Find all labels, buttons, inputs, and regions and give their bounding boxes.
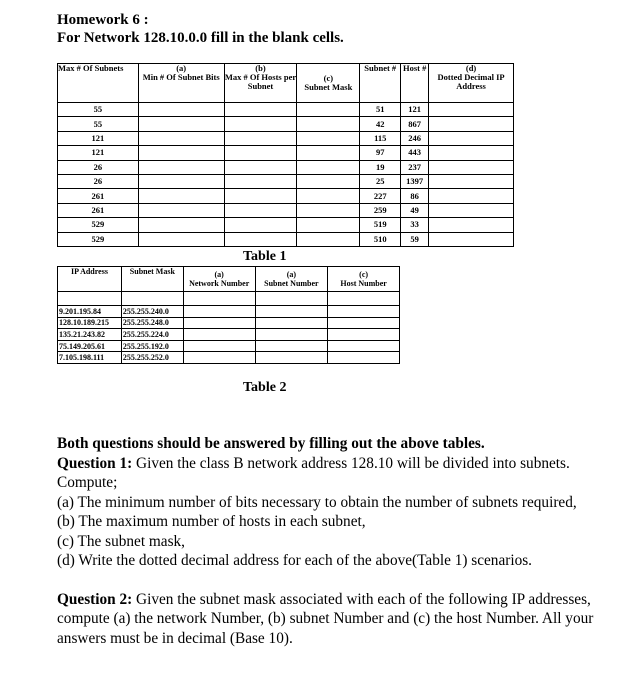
network-number-cell[interactable] <box>183 306 255 318</box>
subnet-number-cell: 510 <box>360 232 401 246</box>
blank-cell[interactable] <box>328 292 400 306</box>
subnet-mask-cell[interactable] <box>297 103 360 117</box>
table2-header-cell: (c) Host Number <box>328 267 400 292</box>
subnet-mask-cell[interactable] <box>297 146 360 160</box>
question-2-text: Given the subnet mask associated with each of the following IP addresses, compute (a) the network Number, (b) subnet Number and (c) the host Number. All your answers must be in decimal (Base 10). <box>57 590 594 647</box>
subnet-mask-cell[interactable] <box>297 131 360 145</box>
table-row <box>58 103 514 117</box>
question-1-item: (b) The maximum number of hosts in each subnet, <box>57 513 366 530</box>
page-title: Homework 6 : <box>57 12 149 28</box>
host-number-cell: 237 <box>401 160 429 174</box>
dotted-decimal-cell[interactable] <box>429 189 514 203</box>
table2-caption: Table 2 <box>243 380 287 395</box>
table1-header-cell: (d) Dotted Decimal IP Address <box>429 64 514 103</box>
table-row <box>58 317 400 329</box>
dotted-decimal-cell[interactable] <box>429 103 514 117</box>
table1-header-cell: (a) Min # Of Subnet Bits <box>138 64 224 103</box>
subnet-number-cell: 115 <box>360 131 401 145</box>
min-subnet-bits-cell[interactable] <box>138 146 224 160</box>
min-subnet-bits-cell[interactable] <box>138 232 224 246</box>
subnet-number-cell: 227 <box>360 189 401 203</box>
instructions-intro: Both questions should be answered by filling out the above tables. <box>57 435 485 452</box>
blank-cell[interactable] <box>58 292 122 306</box>
max-subnets-cell: 261 <box>58 189 139 203</box>
table1-header-cell: Subnet # <box>360 64 401 103</box>
max-hosts-cell[interactable] <box>224 103 297 117</box>
page-subtitle: For Network 128.10.0.0 fill in the blank cells. <box>57 30 344 46</box>
subnet-mask-cell: 255.255.240.0 <box>121 306 183 318</box>
subnet-number-cell[interactable] <box>255 340 328 352</box>
subnet-mask-cell: 255.255.224.0 <box>121 329 183 341</box>
question-1-item: (d) Write the dotted decimal address for each of the above(Table 1) scenarios. <box>57 552 533 569</box>
table-row <box>58 232 514 246</box>
subnet-number-cell: 259 <box>360 203 401 217</box>
min-subnet-bits-cell[interactable] <box>138 117 224 131</box>
ip-table <box>57 266 400 364</box>
host-number-cell: 121 <box>401 103 429 117</box>
network-number-cell[interactable] <box>183 352 255 364</box>
host-number-cell: 59 <box>401 232 429 246</box>
table2-blank-row <box>58 292 400 306</box>
max-subnets-cell: 121 <box>58 146 139 160</box>
blank-cell[interactable] <box>121 292 183 306</box>
max-subnets-cell: 55 <box>58 117 139 131</box>
table-row <box>58 218 514 232</box>
max-subnets-cell: 121 <box>58 131 139 145</box>
host-number-cell: 867 <box>401 117 429 131</box>
max-subnets-cell: 26 <box>58 160 139 174</box>
min-subnet-bits-cell[interactable] <box>138 203 224 217</box>
max-subnets-cell: 261 <box>58 203 139 217</box>
max-hosts-cell[interactable] <box>224 203 297 217</box>
max-hosts-cell[interactable] <box>224 218 297 232</box>
question-1 <box>57 454 617 493</box>
subnet-number-cell[interactable] <box>255 352 328 364</box>
network-number-cell[interactable] <box>183 329 255 341</box>
question-1-label: Question 1: <box>57 454 133 472</box>
subnet-mask-cell[interactable] <box>297 174 360 188</box>
subnet-mask-cell[interactable] <box>297 117 360 131</box>
table-row <box>58 131 514 145</box>
table2-header-cell: IP Address <box>58 267 122 292</box>
subnet-mask-cell: 255.255.192.0 <box>121 340 183 352</box>
table1-header-cell: (c) Subnet Mask <box>297 64 360 103</box>
table-row <box>58 352 400 364</box>
blank-cell[interactable] <box>183 292 255 306</box>
host-number-cell: 246 <box>401 131 429 145</box>
min-subnet-bits-cell[interactable] <box>138 131 224 145</box>
min-subnet-bits-cell[interactable] <box>138 103 224 117</box>
blank-cell[interactable] <box>255 292 328 306</box>
subnet-table <box>57 63 514 247</box>
table1-caption: Table 1 <box>243 249 287 264</box>
table1-header-row <box>58 64 514 103</box>
ip-address-cell: 128.10.189.215 <box>58 317 122 329</box>
subnet-number-cell[interactable] <box>255 317 328 329</box>
subnet-number-cell: 519 <box>360 218 401 232</box>
max-hosts-cell[interactable] <box>224 189 297 203</box>
subnet-mask-cell: 255.255.248.0 <box>121 317 183 329</box>
table2-header-cell: (a) Subnet Number <box>255 267 328 292</box>
network-number-cell[interactable] <box>183 317 255 329</box>
table-row <box>58 146 514 160</box>
table1-header-cell: Host # <box>401 64 429 103</box>
table2-header-row <box>58 267 400 292</box>
dotted-decimal-cell[interactable] <box>429 203 514 217</box>
question-2 <box>57 590 617 649</box>
ip-address-cell: 135.21.243.82 <box>58 329 122 341</box>
subnet-number-cell: 97 <box>360 146 401 160</box>
host-number-cell: 33 <box>401 218 429 232</box>
host-number-cell: 1397 <box>401 174 429 188</box>
dotted-decimal-cell[interactable] <box>429 131 514 145</box>
host-number-cell: 86 <box>401 189 429 203</box>
instructions <box>57 434 617 648</box>
host-number-cell[interactable] <box>328 306 400 318</box>
ip-address-cell: 75.149.205.61 <box>58 340 122 352</box>
table-row <box>58 117 514 131</box>
ip-address-cell: 7.105.198.111 <box>58 352 122 364</box>
max-subnets-cell: 55 <box>58 103 139 117</box>
subnet-number-cell: 42 <box>360 117 401 131</box>
subnet-number-cell: 51 <box>360 103 401 117</box>
min-subnet-bits-cell[interactable] <box>138 189 224 203</box>
table-row <box>58 203 514 217</box>
question-1-text: Given the class B network address 128.10 will be divided into subnets. Compute; <box>57 454 570 491</box>
max-hosts-cell[interactable] <box>224 131 297 145</box>
min-subnet-bits-cell[interactable] <box>138 160 224 174</box>
subnet-mask-cell: 255.255.252.0 <box>121 352 183 364</box>
table-row <box>58 340 400 352</box>
subnet-mask-cell[interactable] <box>297 203 360 217</box>
question-1-item: (c) The subnet mask, <box>57 532 186 550</box>
subnet-number-cell[interactable] <box>255 329 328 341</box>
dotted-decimal-cell[interactable] <box>429 218 514 232</box>
table2-header-cell: Subnet Mask <box>121 267 183 292</box>
ip-address-cell: 9.201.195.84 <box>58 306 122 318</box>
table-row <box>58 306 400 318</box>
dotted-decimal-cell[interactable] <box>429 117 514 131</box>
subnet-mask-cell[interactable] <box>297 160 360 174</box>
dotted-decimal-cell[interactable] <box>429 232 514 246</box>
max-subnets-cell: 26 <box>58 174 139 188</box>
host-number-cell[interactable] <box>328 317 400 329</box>
table-row <box>58 189 514 203</box>
max-hosts-cell[interactable] <box>224 117 297 131</box>
table-row <box>58 160 514 174</box>
dotted-decimal-cell[interactable] <box>429 146 514 160</box>
network-number-cell[interactable] <box>183 340 255 352</box>
question-2-label: Question 2: <box>57 590 133 608</box>
subnet-number-cell[interactable] <box>255 306 328 318</box>
host-number-cell[interactable] <box>328 352 400 364</box>
host-number-cell: 443 <box>401 146 429 160</box>
subnet-mask-cell[interactable] <box>297 232 360 246</box>
max-hosts-cell[interactable] <box>224 146 297 160</box>
table-row <box>58 329 400 341</box>
host-number-cell[interactable] <box>328 340 400 352</box>
subnet-mask-cell[interactable] <box>297 189 360 203</box>
host-number-cell: 49 <box>401 203 429 217</box>
max-hosts-cell[interactable] <box>224 160 297 174</box>
subnet-number-cell: 19 <box>360 160 401 174</box>
max-hosts-cell[interactable] <box>224 232 297 246</box>
max-hosts-cell[interactable] <box>224 174 297 188</box>
table1-header-cell: Max # Of Subnets <box>58 64 139 103</box>
subnet-mask-cell[interactable] <box>297 218 360 232</box>
table2-header-cell: (a) Network Number <box>183 267 255 292</box>
dotted-decimal-cell[interactable] <box>429 160 514 174</box>
min-subnet-bits-cell[interactable] <box>138 174 224 188</box>
max-subnets-cell: 529 <box>58 232 139 246</box>
host-number-cell[interactable] <box>328 329 400 341</box>
max-subnets-cell: 529 <box>58 218 139 232</box>
dotted-decimal-cell[interactable] <box>429 174 514 188</box>
table-row <box>58 174 514 188</box>
table1-header-cell: (b) Max # Of Hosts per Subnet <box>224 64 297 103</box>
question-1-item: (a) The minimum number of bits necessary to obtain the number of subnets required, <box>57 493 577 511</box>
min-subnet-bits-cell[interactable] <box>138 218 224 232</box>
subnet-number-cell: 25 <box>360 174 401 188</box>
